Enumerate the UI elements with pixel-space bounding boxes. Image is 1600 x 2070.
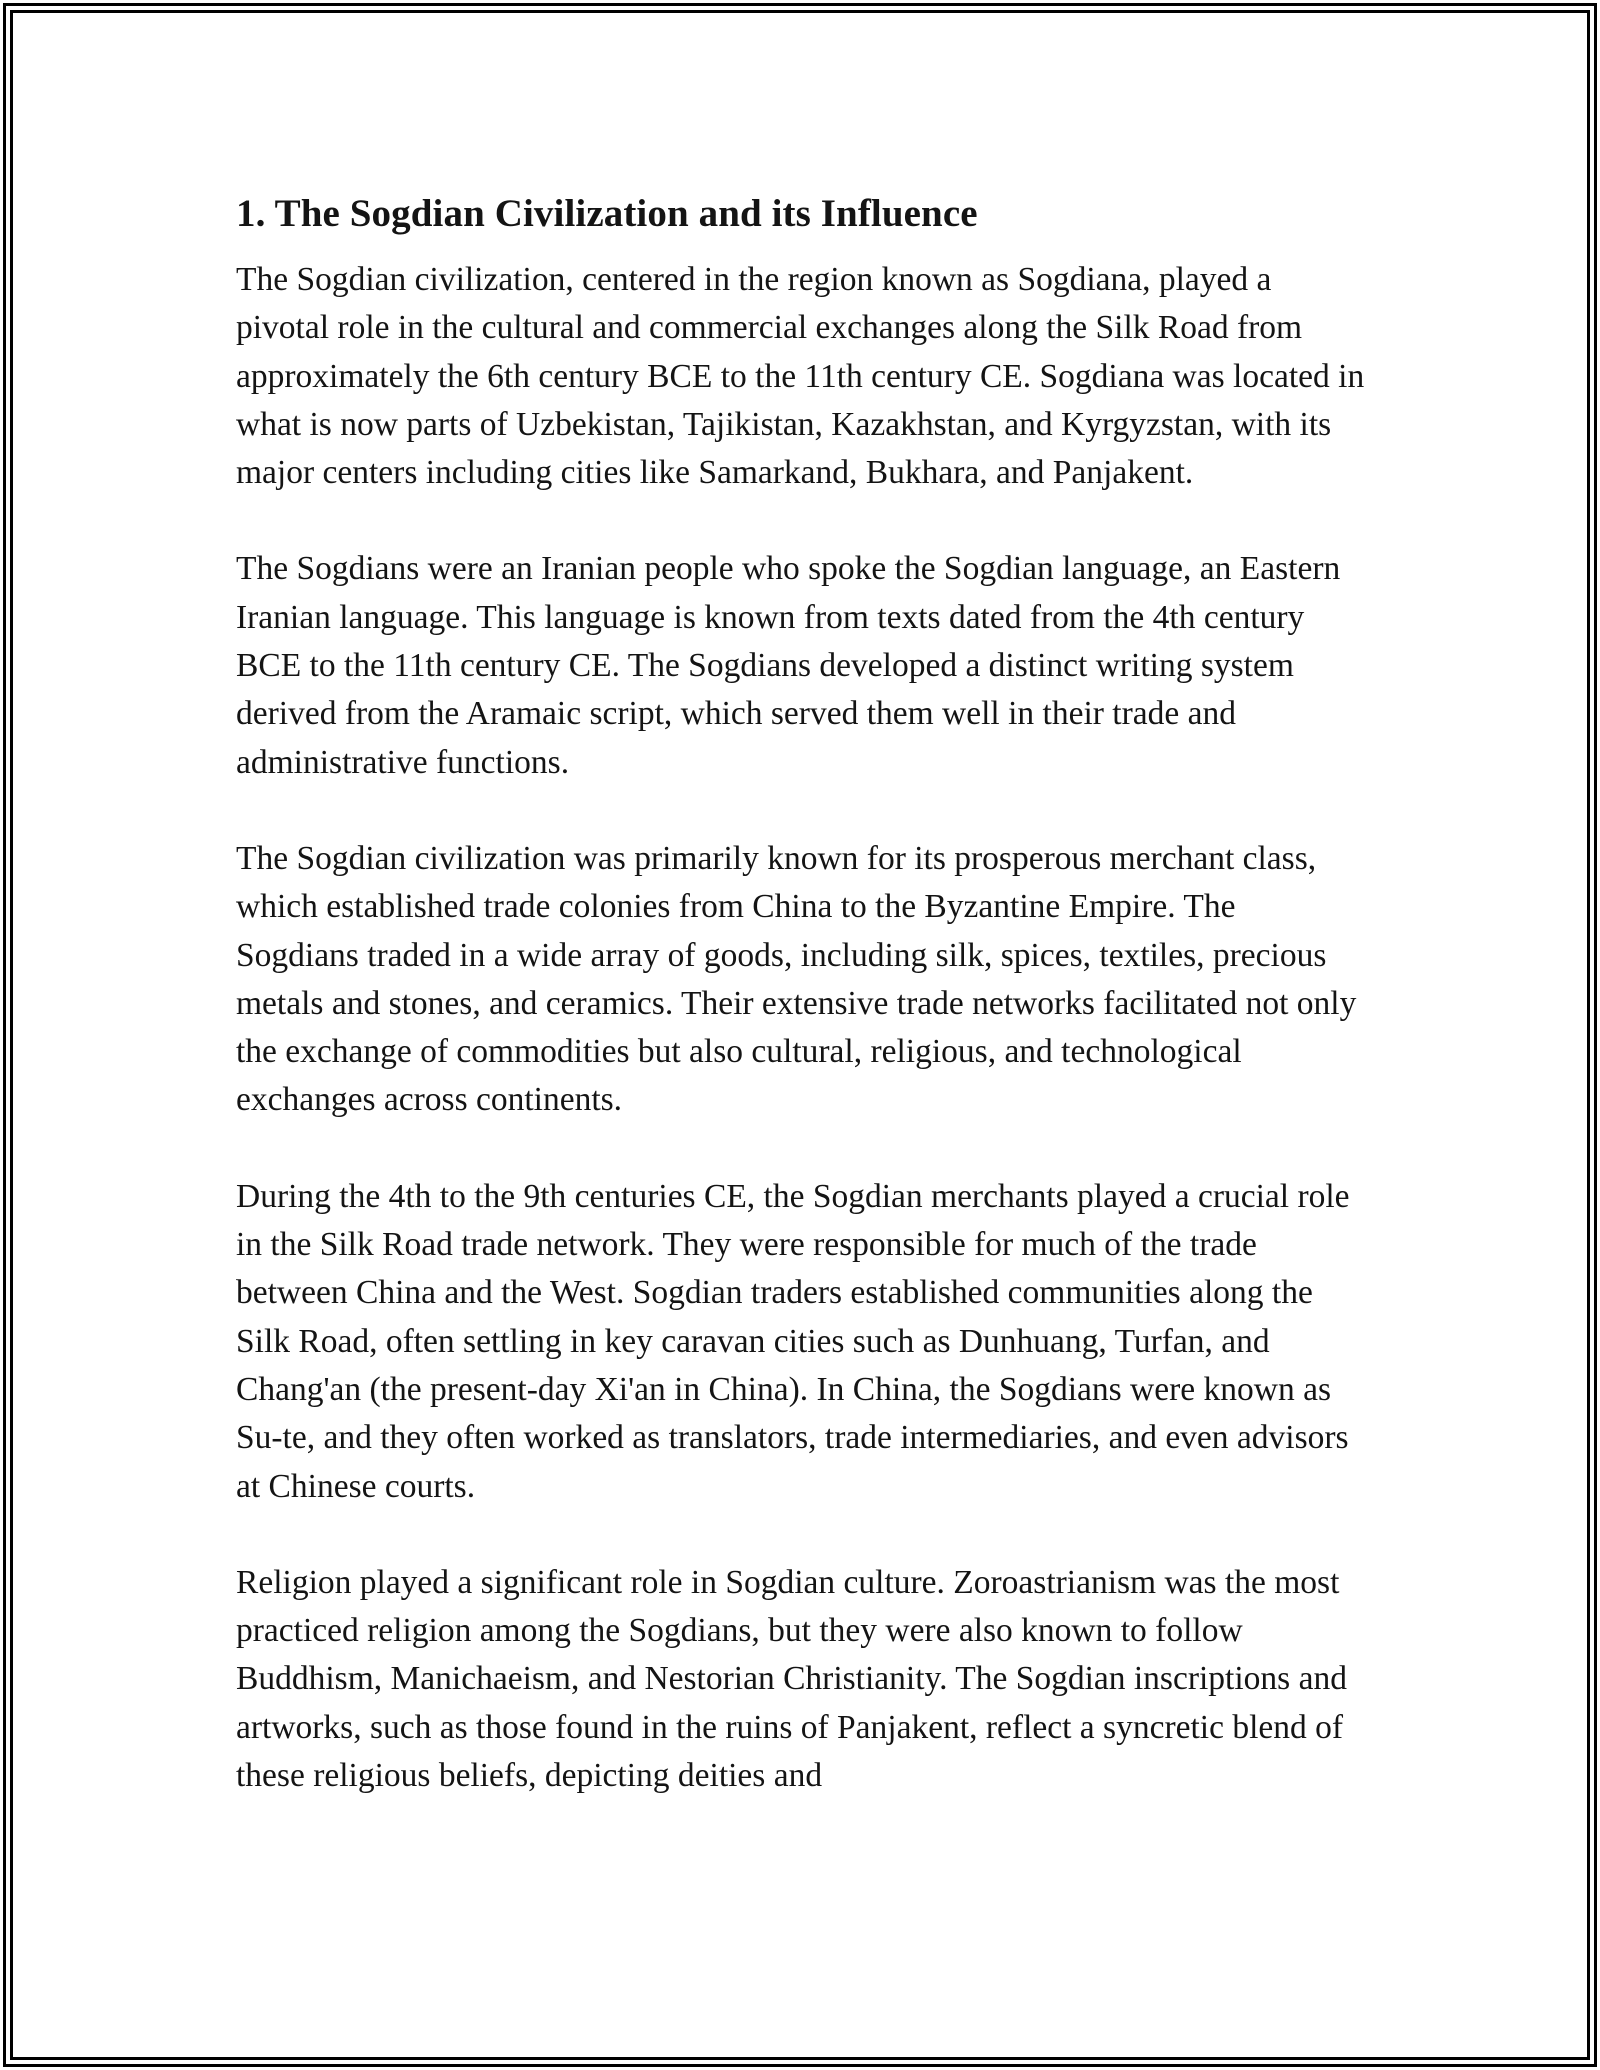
document-body — [236, 186, 1366, 1848]
paragraph: The Sogdian civilization was primarily known for its prosperous merchant class, which established trade colonies from China to the Byzantine Empire. The Sogdians traded in a wide array of goods, including silk, spices, textiles, precious metals and stones, and ceramics. Their extensive trade networks facilitated not only the exchange of commodities but also cultural, religious, and technological exchanges across continents. — [236, 839, 1357, 1119]
paragraph: The Sogdian civilization, centered in the region known as Sogdiana, played a pivotal role in the cultural and commercial exchanges along the Silk Road from approximately the 6th century BCE to the 11th century CE. Sogdiana was located in what is now parts of Uzbekistan, Tajikistan, Kazakhstan, and Kyrgyzstan, with its major centers including cities like Samarkand, Bukhara, and Panjakent. — [236, 261, 1365, 492]
paragraph-list — [236, 256, 1366, 1800]
paragraph: The Sogdians were an Iranian people who spoke the Sogdian language, an Eastern Iranian language. This language is known from texts dated from the 4th century BCE to the 11th century CE. The Sogdians developed a distinct writing system derived from the Aramaic script, which served them well in their trade and administrative functions. — [236, 550, 1341, 781]
paragraph: Religion played a significant role in Sogdian culture. Zoroastrianism was the most practiced religion among the Sogdians, but they were also known to follow Buddhism, Manichaeism, and Nestorian Christianity. The Sogdian inscriptions and artworks, such as those found in the ruins of Panjakent, reflect a syncretic blend of these religious beliefs, depicting deities and — [236, 1563, 1347, 1795]
section-heading: 1. The Sogdian Civilization and its Influence — [236, 192, 978, 235]
paragraph: During the 4th to the 9th centuries CE, the Sogdian merchants played a crucial role in the Silk Road trade network. They were responsible for much of the trade between China and the West. Sogdian traders established communities along the Silk Road, often settling in key caravan cities such as Dunhuang, Turfan, and Chang'an (the present-day Xi'an in China). In China, the Sogdians were known as Su-te, and they often worked as translators, trade intermediaries, and even advisors at Chinese courts. — [236, 1177, 1350, 1505]
